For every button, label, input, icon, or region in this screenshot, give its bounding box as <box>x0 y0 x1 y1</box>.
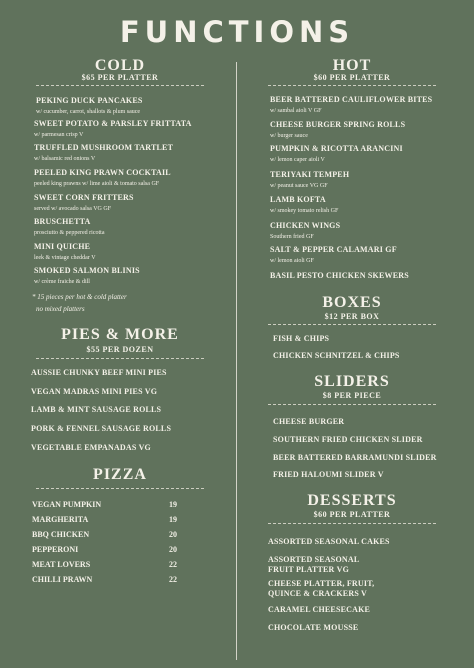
pizza-price: 19 <box>169 500 177 509</box>
cold-item-name: TRUFFLED MUSHROOM TARTLET <box>34 143 174 152</box>
dessert-item-line2: QUINCE & CRACKERS V <box>268 589 367 598</box>
boxes-divider <box>268 324 436 325</box>
sliders-item: FRIED HALOUMI SLIDER V <box>273 470 384 479</box>
cold-item-name: PEELED KING PRAWN COCKTAIL <box>34 168 171 177</box>
column-divider <box>236 62 237 660</box>
platter-note: no mixed platters <box>36 305 85 313</box>
pizza-row <box>32 545 177 555</box>
hot-item-desc: w/ lemon caper aioli V <box>270 157 325 163</box>
pies-item: VEGETABLE EMPANADAS VG <box>31 443 151 452</box>
cold-item-name: BRUSCHETTA <box>34 217 91 226</box>
pizza-divider <box>36 488 204 489</box>
hot-item-desc: Southern fried GF <box>270 234 314 240</box>
pizza-heading: PIZZA <box>93 466 147 483</box>
platter-note: * 15 pieces per hot & cold platter <box>32 293 127 301</box>
hot-item-desc: w/ smokey tomato relish GF <box>270 208 339 214</box>
cold-item-desc: w/ parmesan crisp V <box>34 132 84 138</box>
pizza-row <box>32 560 177 570</box>
pizza-row <box>32 530 177 540</box>
pies-item: AUSSIE CHUNKY BEEF MINI PIES <box>31 368 167 377</box>
hot-item-name: LAMB KOFTA <box>270 195 326 204</box>
hot-item-desc: w/ sambal aioli V GF <box>270 108 322 114</box>
hot-item-desc: w/ peanut sauce VG GF <box>270 183 328 189</box>
boxes-heading: BOXES <box>322 294 382 311</box>
pies-item: VEGAN MADRAS MINI PIES VG <box>31 387 158 396</box>
boxes-price: $12 PER BOX <box>324 312 380 321</box>
dessert-item: CARAMEL CHEESECAKE <box>268 605 371 614</box>
cold-divider <box>36 85 204 86</box>
pizza-name: VEGAN PUMPKIN <box>32 500 102 509</box>
pizza-row <box>32 575 177 585</box>
boxes-item: CHICKEN SCHNITZEL & CHIPS <box>273 351 400 360</box>
dessert-item: CHOCOLATE MOUSSE <box>268 623 359 632</box>
pizza-price: 22 <box>169 560 177 569</box>
hot-item-name: CHICKEN WINGS <box>270 221 341 230</box>
pizza-price: 20 <box>169 545 177 554</box>
cold-item-desc: leek & vintage cheddar V <box>34 255 96 261</box>
cold-item-name: SMOKED SALMON BLINIS <box>34 266 140 275</box>
dessert-item: ASSORTED SEASONAL <box>268 555 360 564</box>
pizza-name: PEPPERONI <box>32 545 79 554</box>
hot-item-name: TERIYAKI TEMPEH <box>270 170 350 179</box>
sliders-item: CHEESE BURGER <box>273 417 345 426</box>
pizza-row <box>32 515 177 525</box>
sliders-item: SOUTHERN FRIED CHICKEN SLIDER <box>273 435 423 444</box>
hot-divider <box>268 85 436 86</box>
pizza-name: BBQ CHICKEN <box>32 530 90 539</box>
dessert-item-line2: FRUIT PLATTER VG <box>268 565 349 574</box>
cold-item-desc: w/ cucumber, carrot, shallots & plum sauce <box>36 109 141 115</box>
cold-item-desc: peeled king prawns w/ lime aioli & tomato salsa GF <box>34 181 160 187</box>
dessert-item: ASSORTED SEASONAL CAKES <box>268 537 390 546</box>
hot-item-name: PUMPKIN & RICOTTA ARANCINI <box>270 144 403 153</box>
hot-item-name: BASIL PESTO CHICKEN SKEWERS <box>270 271 409 280</box>
sliders-item: BEER BATTERED BARRAMUNDI SLIDER <box>273 453 437 462</box>
cold-price: $65 PER PLATTER <box>81 73 159 82</box>
cold-item-name: MINI QUICHE <box>34 242 91 251</box>
cold-item-desc: prosciutto & peppered ricotta <box>34 230 105 236</box>
boxes-item: FISH & CHIPS <box>273 334 330 343</box>
pizza-price: 20 <box>169 530 177 539</box>
pizza-name: MEAT LOVERS <box>32 560 91 569</box>
cold-item-desc: served w/ avocado salsa VG GF <box>34 206 112 212</box>
cold-item-desc: w/ crème fraiche & dill <box>34 279 90 285</box>
pies-item: LAMB & MINT SAUSAGE ROLLS <box>31 405 162 414</box>
pies-price: $55 PER DOZEN <box>86 345 154 354</box>
sliders-heading: SLIDERS <box>314 373 390 390</box>
cold-heading: COLD <box>94 57 146 74</box>
pizza-row <box>32 500 177 510</box>
hot-item-desc: w/ lemon aioli GF <box>270 258 314 264</box>
pies-item: PORK & FENNEL SAUSAGE ROLLS <box>31 424 172 433</box>
dessert-item: CHEESE PLATTER, FRUIT, <box>268 579 375 588</box>
hot-item-name: SALT & PEPPER CALAMARI GF <box>270 245 397 254</box>
pizza-price: 22 <box>169 575 177 584</box>
hot-item-name: BEER BATTERED CAULIFLOWER BITES <box>270 95 433 104</box>
sliders-price: $8 PER PIECE <box>322 391 382 400</box>
pies-heading: PIES & MORE <box>61 326 179 343</box>
cold-item-name: PEKING DUCK PANCAKES <box>36 96 143 105</box>
cold-item-desc: w/ balsamic red onions V <box>34 156 96 162</box>
cold-item-name: SWEET POTATO & PARSLEY FRITTATA <box>34 119 192 128</box>
page-title: FUNCTIONS <box>119 15 355 49</box>
pies-divider <box>36 358 204 359</box>
hot-item-name: CHEESE BURGER SPRING ROLLS <box>270 120 406 129</box>
sliders-divider <box>268 404 436 405</box>
cold-item-name: SWEET CORN FRITTERS <box>34 193 134 202</box>
pizza-price: 19 <box>169 515 177 524</box>
desserts-price: $60 PER PLATTER <box>313 510 391 519</box>
pizza-name: MARGHERITA <box>32 515 89 524</box>
desserts-heading: DESSERTS <box>307 492 397 509</box>
hot-item-desc: w/ burger sauce <box>270 133 308 139</box>
desserts-divider <box>268 523 436 524</box>
pizza-name: CHILLI PRAWN <box>32 575 93 584</box>
hot-price: $60 PER PLATTER <box>313 73 391 82</box>
hot-heading: HOT <box>332 57 372 74</box>
